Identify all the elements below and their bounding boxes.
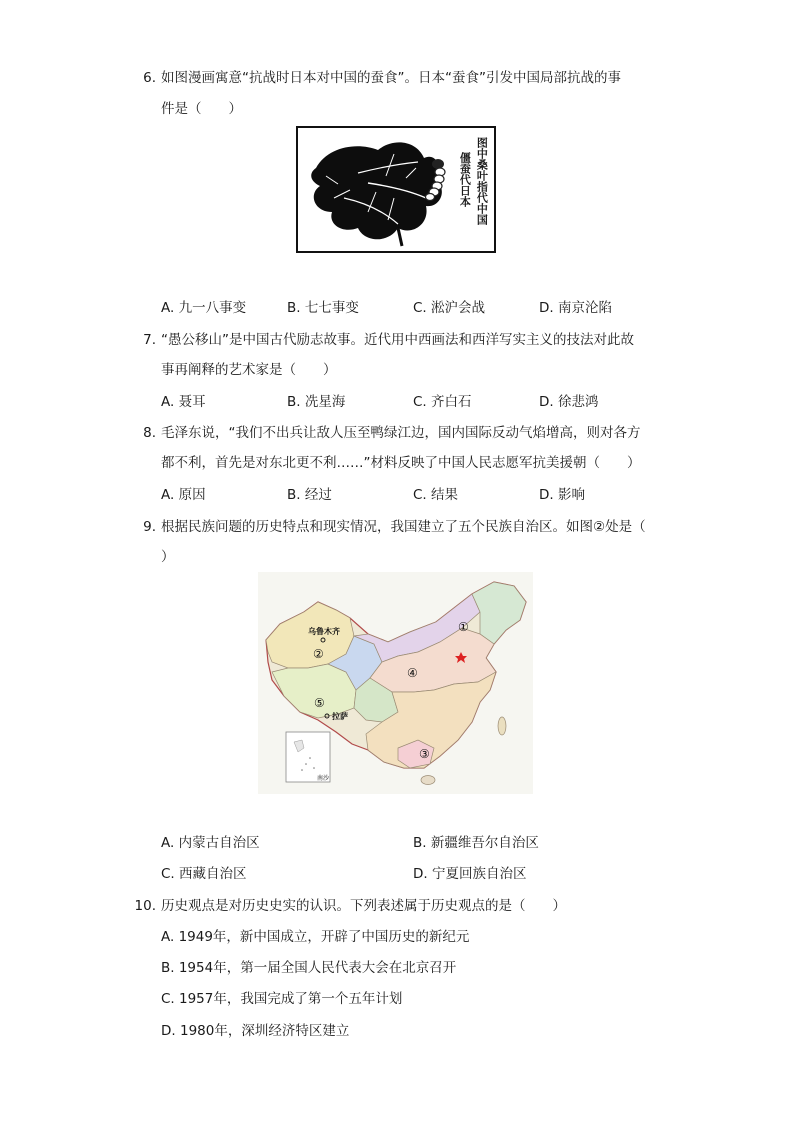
cartoon-caption-col2: 僵蚕代日本	[458, 152, 472, 207]
map-inset-label: 南沙	[317, 775, 330, 782]
option-d: D. 宁夏回族自治区	[413, 866, 527, 882]
option-d: D. 影响	[539, 487, 585, 503]
option-b: B. 七七事变	[287, 300, 359, 316]
option-a: A. 九一八事变	[161, 300, 247, 316]
map-marker-5: ⑤	[314, 696, 325, 710]
option-a: A. 1949年，新中国成立，开辟了中国历史的新纪元	[161, 929, 470, 945]
question-text-line: 历史观点是对历史史实的认识。下列表述属于历史观点的是（ ）	[161, 898, 566, 914]
option-c: C. 结果	[413, 487, 459, 503]
question-text-line: 都不利，首先是对东北更不利……”材料反映了中国人民志愿军抗美援朝（ ）	[161, 455, 641, 471]
question-text-line: 如图漫画寓意“抗战时日本对中国的蚕食”。日本“蚕食”引发中国局部抗战的事	[161, 70, 621, 86]
option-a: A. 原因	[161, 487, 206, 503]
option-d: D. 徐悲鸿	[539, 394, 599, 410]
option-a: A. 内蒙古自治区	[161, 835, 260, 851]
option-b: B. 经过	[287, 487, 332, 503]
option-b: B. 新疆维吾尔自治区	[413, 835, 539, 851]
question-number: 9.	[143, 519, 156, 535]
question-text-line: ）	[161, 549, 175, 565]
silkworm-cartoon-figure	[296, 126, 496, 253]
question-number: 8.	[143, 425, 156, 441]
option-b: B. 1954年，第一届全国人民代表大会在北京召开	[161, 960, 457, 976]
option-d: D. 1980年，深圳经济特区建立	[161, 1023, 350, 1039]
map-city-label: 拉萨	[332, 712, 348, 721]
option-c: C. 西藏自治区	[161, 866, 247, 882]
question-number: 7.	[143, 332, 156, 348]
option-c: C. 1957年，我国完成了第一个五年计划	[161, 991, 403, 1007]
option-c: C. 齐白石	[413, 394, 472, 410]
question-number: 10.	[134, 898, 156, 914]
question-text-line: 件是（ ）	[161, 101, 242, 117]
map-marker-1: ①	[458, 620, 469, 634]
question-text-line: 毛泽东说，“我们不出兵让敌人压至鸭绿江边，国内国际反动气焰增高，则对各方	[161, 425, 641, 441]
option-a: A. 聂耳	[161, 394, 206, 410]
china-map-illustration	[258, 572, 533, 794]
question-text-line: 事再阐释的艺术家是（ ）	[161, 362, 337, 378]
map-marker-2: ②	[313, 647, 324, 661]
option-b: B. 冼星海	[287, 394, 346, 410]
map-marker-3: ③	[419, 747, 430, 761]
map-city-label: 乌鲁木齐	[308, 627, 340, 636]
question-number: 6.	[143, 70, 156, 86]
question-text-line: “愚公移山”是中国古代励志故事。近代用中西画法和西洋写实主义的技法对此故	[161, 332, 634, 348]
cartoon-caption-col1: 图中桑叶指代中国	[475, 137, 489, 225]
question-text-line: 根据民族问题的历史特点和现实情况，我国建立了五个民族自治区。如图②处是（	[161, 519, 646, 535]
option-d: D. 南京沦陷	[539, 300, 612, 316]
option-c: C. 淞沪会战	[413, 300, 486, 316]
map-marker-4: ④	[407, 666, 418, 680]
china-map-figure	[258, 572, 533, 794]
